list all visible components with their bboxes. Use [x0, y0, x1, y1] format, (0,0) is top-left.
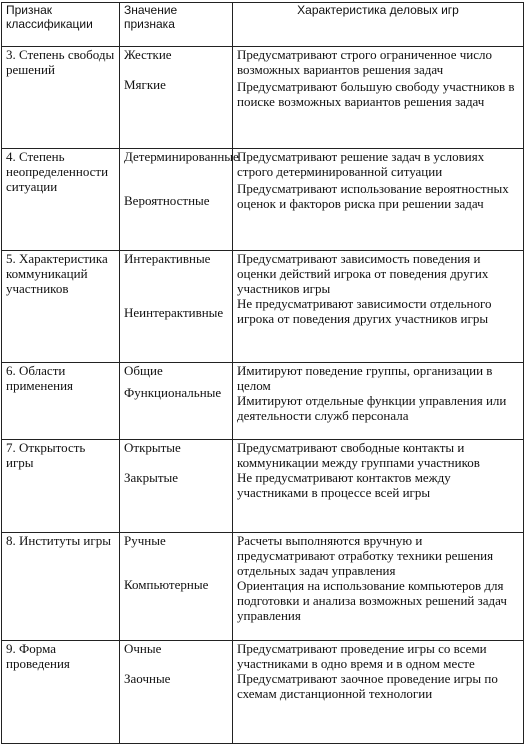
value-cell [120, 641, 233, 744]
description-text: Предусматривают использование вероятностных оценок и факторов риска при решении задач [237, 181, 509, 211]
criterion-text: 8. Институты игры [6, 533, 111, 548]
table-row [2, 533, 524, 641]
criterion-cell [2, 149, 120, 251]
description-cell [233, 440, 524, 533]
value-text: Очные [124, 641, 162, 656]
description-text: Ориентация на использование компьютеров для подготовки и анализа возможных решений задач управления [237, 578, 507, 623]
value-cell [120, 533, 233, 641]
value-text: Общие [124, 363, 163, 378]
table-body [2, 47, 524, 744]
description-cell [233, 641, 524, 744]
criterion-cell [2, 641, 120, 744]
table-row [2, 47, 524, 149]
criterion-text: 9. Форма проведения [6, 641, 70, 671]
value-text: Открытые [124, 440, 181, 455]
business-games-classification-table [1, 2, 524, 744]
description-text: Предусматривают решение задач в условиях строго детерминированной ситуации [237, 149, 485, 179]
value-cell [120, 363, 233, 440]
header-value: Значение признака [120, 3, 233, 47]
table-row [2, 641, 524, 744]
value-text: Ручные [124, 533, 166, 548]
description-text: Расчеты выполняются вручную и предусматривают отработку техники решения отдельных задач управления [237, 533, 494, 578]
criterion-cell [2, 440, 120, 533]
description-text: Не предусматривают зависимости отдельного игрока от поведения других участников игры [237, 296, 492, 326]
description-cell [233, 533, 524, 641]
criterion-cell [2, 47, 120, 149]
description-text: Имитируют поведение группы, организации в целом [237, 363, 493, 393]
description-cell [233, 363, 524, 440]
header-criterion: Признак классификации [2, 3, 120, 47]
value-text: Функциональные [124, 385, 222, 400]
value-text: Мягкие [124, 77, 166, 92]
table-row [2, 251, 524, 363]
criterion-text: 3. Степень свободы решений [6, 47, 115, 77]
value-cell [120, 47, 233, 149]
description-text: Предусматривают проведение игры со всеми участниками в одно время и в одном месте [237, 641, 487, 671]
description-text: Предусматривают большую свободу участников в поиске возможных вариантов решения задач [237, 79, 515, 109]
value-text: Жесткие [124, 47, 172, 62]
description-text: Предусматривают свободные контакты и коммуникации между группами участников [237, 440, 480, 470]
criterion-cell [2, 363, 120, 440]
value-text: Вероятностные [124, 193, 210, 208]
value-cell [120, 440, 233, 533]
description-text: Не предусматривают контактов между участниками в процессе всей игры [237, 470, 451, 500]
criterion-text: 6. Области применения [6, 363, 74, 393]
description-text: Имитируют отдельные функции управления или деятельности служб персонала [237, 393, 507, 423]
criterion-cell [2, 251, 120, 363]
criterion-cell [2, 533, 120, 641]
header-characteristic: Характеристика деловых игр [233, 3, 524, 47]
table-header [2, 3, 524, 47]
value-cell [120, 251, 233, 363]
value-cell [120, 149, 239, 251]
value-text: Неинтерактивные [124, 305, 224, 320]
criterion-text: 4. Степень неопределенности ситуации [6, 149, 109, 194]
value-text: Компьютерные [124, 577, 209, 592]
criterion-text: 7. Открытость игры [6, 440, 86, 470]
criterion-text: 5. Характеристика коммуникаций участников [6, 251, 108, 296]
table-row [2, 363, 524, 440]
value-text: Интерактивные [124, 251, 211, 266]
description-text: Предусматривают зависимость поведения и оценки действий игрока от поведения других участников игры [237, 251, 489, 296]
table-row [2, 149, 524, 251]
table-row [2, 440, 524, 533]
description-cell [233, 149, 524, 251]
value-text: Детерминированные [124, 149, 239, 164]
description-text: Предусматривают заочное проведение игры по схемам дистанционной технологии [237, 671, 498, 701]
value-text: Заочные [124, 671, 171, 686]
description-cell [233, 251, 524, 363]
description-cell [233, 47, 524, 149]
description-text: Предусматривают строго ограниченное число возможных вариантов решения задач [237, 47, 492, 77]
value-text: Закрытые [124, 470, 179, 485]
